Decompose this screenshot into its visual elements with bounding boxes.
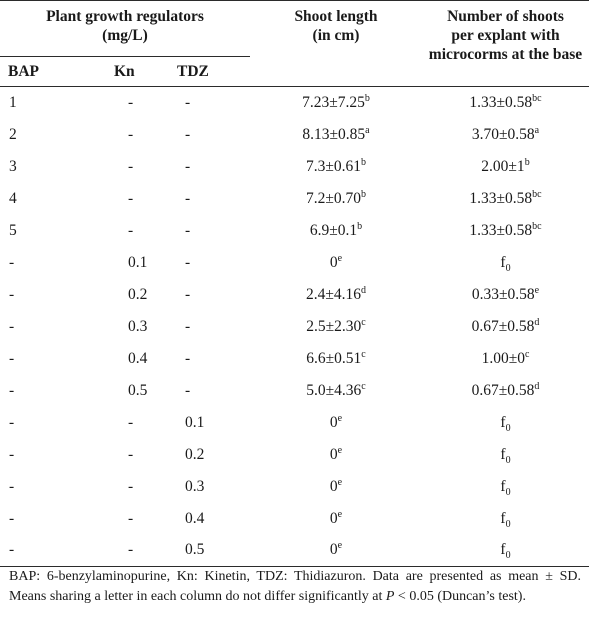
cell-number-of-shoots — [422, 343, 589, 375]
cell-kn: - — [128, 157, 134, 175]
shoot-length-letter: b — [357, 220, 363, 232]
shoot-length-letter: c — [361, 316, 366, 328]
number-of-shoots-letter: b — [524, 156, 530, 168]
cell-tdz: - — [185, 381, 191, 399]
cell-tdz: 0.5 — [185, 541, 205, 559]
header-shoot-line2: (in cm) — [312, 27, 360, 44]
cell-bap: - — [9, 381, 15, 399]
cell-number-of-shoots — [422, 183, 589, 215]
cell-shoot-length — [250, 439, 422, 471]
cell-tdz: - — [185, 317, 191, 335]
number-of-shoots-subscript: 0 — [505, 454, 511, 466]
table-row — [0, 375, 589, 407]
cell-tdz: 0.2 — [185, 445, 205, 463]
header-shoot-line1: Shoot length — [294, 8, 378, 25]
cell-number-of-shoots — [422, 279, 589, 311]
shoot-length-letter: d — [361, 284, 366, 296]
shoot-length-value: 0 — [329, 445, 338, 463]
footnote-p-symbol: P — [385, 588, 395, 604]
cell-number-of-shoots — [422, 407, 589, 439]
cell-number-of-shoots — [422, 215, 589, 247]
cell-tdz: 0.3 — [185, 477, 205, 495]
cell-shoot-length — [250, 119, 422, 151]
cell-shoot-length — [250, 375, 422, 407]
number-of-shoots-subscript: 0 — [505, 550, 511, 562]
shoot-length-letter: e — [337, 412, 343, 424]
shoot-length-value: 8.13±0.85 — [302, 125, 366, 143]
number-of-shoots-value: f — [500, 445, 506, 463]
shoot-length-value: 6.6±0.51 — [306, 349, 362, 367]
header-pgr — [0, 1, 250, 57]
header-tdz: TDZ — [177, 63, 209, 80]
header-num-line3: microcorms at the base — [428, 46, 583, 63]
table-row — [0, 343, 589, 375]
number-of-shoots-value: 1.00±0 — [481, 349, 525, 367]
footnote-text: BAP: 6-benzylaminopurine, Kn: Kinetin, TDZ: Thidiazuron. Data are presented as mean ± SD. Means sharing a letter in each column do not differ significantly at — [9, 569, 581, 604]
header-shoot-length — [250, 1, 422, 87]
table-row — [0, 87, 589, 119]
number-of-shoots-value: 2.00±1 — [481, 157, 525, 175]
cell-shoot-length — [250, 247, 422, 279]
header-kn: Kn — [114, 63, 135, 80]
number-of-shoots-value: 1.33±0.58 — [469, 93, 533, 111]
shoot-length-letter: e — [337, 508, 343, 520]
cell-number-of-shoots — [422, 87, 589, 119]
table-row — [0, 247, 589, 279]
cell-kn: - — [128, 125, 134, 143]
cell-shoot-length — [250, 311, 422, 343]
number-of-shoots-value: 0.67±0.58 — [471, 381, 535, 399]
shoot-length-letter: a — [365, 124, 370, 136]
cell-shoot-length — [250, 471, 422, 503]
cell-kn: - — [128, 445, 134, 463]
table-row — [0, 503, 589, 535]
shoot-length-letter: e — [337, 252, 343, 264]
shoot-length-value: 0 — [329, 253, 338, 271]
header-pgr-line2: (mg/L) — [102, 27, 148, 44]
cell-number-of-shoots — [422, 311, 589, 343]
cell-shoot-length — [250, 279, 422, 311]
cell-shoot-length — [250, 503, 422, 535]
shoot-length-letter: e — [337, 476, 343, 488]
cell-tdz: - — [185, 189, 191, 207]
table-row — [0, 119, 589, 151]
cell-number-of-shoots — [422, 439, 589, 471]
number-of-shoots-letter: bc — [532, 188, 542, 200]
number-of-shoots-value: 3.70±0.58 — [471, 125, 535, 143]
cell-number-of-shoots — [422, 375, 589, 407]
shoot-length-value: 2.4±4.16 — [305, 285, 361, 303]
cell-tdz: - — [185, 221, 191, 239]
table-body — [0, 87, 589, 567]
cell-tdz: - — [185, 349, 191, 367]
table-row — [0, 311, 589, 343]
table-row — [0, 215, 589, 247]
cell-bap: - — [9, 285, 15, 303]
shoot-length-letter: c — [361, 380, 366, 392]
cell-bap: 1 — [9, 93, 17, 111]
number-of-shoots-value: 0.67±0.58 — [471, 317, 535, 335]
cell-tdz: 0.1 — [185, 413, 205, 431]
number-of-shoots-letter: e — [534, 284, 540, 296]
cell-number-of-shoots — [422, 503, 589, 535]
cell-shoot-length — [250, 343, 422, 375]
number-of-shoots-subscript: 0 — [505, 518, 511, 530]
number-of-shoots-letter: a — [534, 124, 540, 136]
shoot-length-letter: b — [361, 156, 366, 168]
cell-kn: - — [128, 413, 134, 431]
cell-kn: - — [128, 509, 134, 527]
shoot-length-value: 7.2±0.70 — [305, 189, 361, 207]
table-row — [0, 151, 589, 183]
cell-number-of-shoots — [422, 471, 589, 503]
cell-kn: - — [128, 189, 134, 207]
cell-shoot-length — [250, 215, 422, 247]
header-pgr-line1: Plant growth regulators — [46, 8, 204, 25]
cell-bap: - — [9, 445, 15, 463]
footnote — [9, 567, 581, 606]
header-num-line2: per explant with — [451, 27, 560, 44]
shoot-length-letter: e — [337, 540, 343, 552]
cell-kn: - — [128, 541, 134, 559]
shoot-length-value: 0 — [329, 541, 338, 559]
shoot-length-letter: b — [364, 92, 370, 104]
cell-bap: 4 — [9, 189, 17, 207]
cell-kn: - — [128, 477, 134, 495]
cell-number-of-shoots — [422, 535, 589, 567]
shoot-length-value: 6.9±0.1 — [309, 221, 358, 239]
cell-kn: 0.5 — [128, 381, 148, 399]
number-of-shoots-letter: d — [534, 316, 540, 328]
header-num-line1: Number of shoots — [447, 8, 564, 25]
cell-tdz: - — [185, 285, 191, 303]
cell-bap: 2 — [9, 125, 17, 143]
cell-bap: - — [9, 509, 15, 527]
number-of-shoots-value: f — [500, 477, 506, 495]
shoot-length-value: 7.23±7.25 — [302, 93, 365, 111]
number-of-shoots-value: 1.33±0.58 — [469, 221, 533, 239]
table-row — [0, 183, 589, 215]
number-of-shoots-value: f — [500, 509, 506, 527]
cell-bap: 5 — [9, 221, 17, 239]
cell-bap: - — [9, 541, 15, 559]
number-of-shoots-letter: bc — [532, 220, 542, 232]
cell-shoot-length — [250, 151, 422, 183]
number-of-shoots-value: f — [500, 253, 506, 271]
cell-kn: 0.1 — [128, 253, 148, 271]
cell-bap: - — [9, 317, 15, 335]
cell-shoot-length — [250, 183, 422, 215]
number-of-shoots-letter: bc — [532, 92, 542, 104]
table-row — [0, 439, 589, 471]
cell-kn: 0.2 — [128, 285, 148, 303]
shoot-length-value: 5.0±4.36 — [306, 381, 362, 399]
shoot-length-value: 0 — [329, 413, 338, 431]
cell-kn: - — [128, 93, 134, 111]
cell-bap: - — [9, 477, 15, 495]
header-bap: BAP — [8, 63, 39, 80]
cell-bap: - — [9, 413, 15, 431]
cell-number-of-shoots — [422, 247, 589, 279]
cell-number-of-shoots — [422, 119, 589, 151]
cell-kn: 0.3 — [128, 317, 148, 335]
cell-tdz: - — [185, 157, 191, 175]
header-number-of-shoots — [422, 1, 589, 87]
number-of-shoots-letter: c — [524, 348, 530, 360]
number-of-shoots-subscript: 0 — [505, 422, 511, 434]
cell-kn: - — [128, 221, 134, 239]
number-of-shoots-letter: d — [534, 380, 540, 392]
cell-bap: - — [9, 349, 15, 367]
cell-shoot-length — [250, 535, 422, 567]
number-of-shoots-value: f — [500, 541, 506, 559]
shoot-length-letter: e — [337, 444, 343, 456]
number-of-shoots-subscript: 0 — [505, 486, 511, 498]
table-row — [0, 407, 589, 439]
cell-shoot-length — [250, 87, 422, 119]
cell-tdz: - — [185, 253, 191, 271]
cell-tdz: - — [185, 93, 191, 111]
table-row — [0, 279, 589, 311]
number-of-shoots-value: 0.33±0.58 — [471, 285, 535, 303]
cell-number-of-shoots — [422, 151, 589, 183]
shoot-length-value: 2.5±2.30 — [306, 317, 362, 335]
footnote-tail: < 0.05 (Duncan’s test). — [397, 588, 526, 604]
cell-kn: 0.4 — [128, 349, 148, 367]
shoot-length-letter: b — [361, 188, 366, 200]
shoot-length-value: 7.3±0.61 — [305, 157, 361, 175]
table-row — [0, 535, 589, 567]
cell-tdz: 0.4 — [185, 509, 205, 527]
shoot-length-value: 0 — [329, 477, 338, 495]
cell-tdz: - — [185, 125, 191, 143]
shoot-length-letter: c — [361, 348, 366, 360]
number-of-shoots-subscript: 0 — [505, 262, 511, 274]
cell-bap: 3 — [9, 157, 17, 175]
table-row — [0, 471, 589, 503]
cell-shoot-length — [250, 407, 422, 439]
shoot-length-value: 0 — [329, 509, 338, 527]
number-of-shoots-value: 1.33±0.58 — [469, 189, 533, 207]
number-of-shoots-value: f — [500, 413, 506, 431]
cell-bap: - — [9, 253, 15, 271]
